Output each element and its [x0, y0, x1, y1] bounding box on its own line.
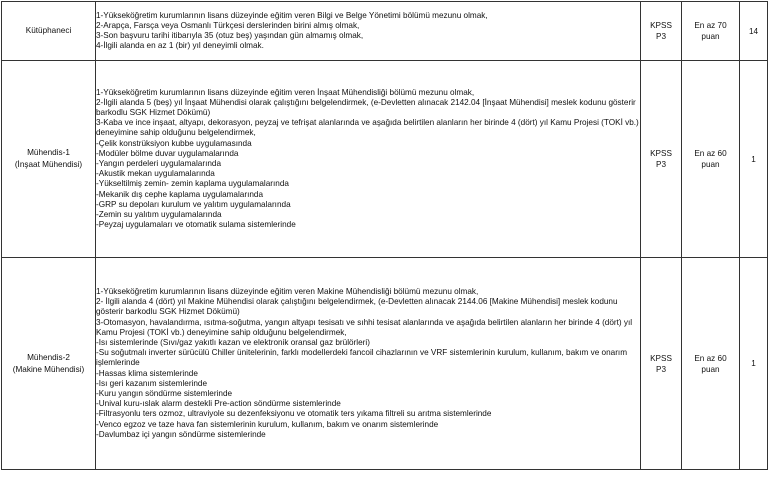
table-row — [2, 258, 768, 470]
requirement-line: -Davlumbaz içi yangın söndürme sistemlerinde — [96, 429, 266, 439]
position-subtitle: (Makine Mühendisi) — [12, 364, 85, 374]
requirement-line: -Yangın perdeleri uygulamalarında — [96, 159, 222, 168]
score-cell — [682, 2, 740, 61]
score-unit: puan — [701, 160, 720, 169]
requirement-line: -Filtrasyonlu ters ozmoz, ultraviyole su dezenfeksiyonu ve otomatik ters yıkama filtreli su arıtma sistemlerinde — [96, 409, 492, 419]
requirement-line: -Isı geri kazanım sistemlerinde — [96, 378, 208, 388]
exam-score-type: P3 — [655, 364, 666, 374]
requirements-table — [1, 1, 768, 470]
requirement-line: 1-Yükseköğretim kurumlarının lisans düzeyinde eğitim veren İnşaat Mühendisliği bölümü mezunu olmak, — [96, 87, 475, 97]
position-cell — [2, 258, 96, 470]
requirement-line: -Kuru yangın söndürme sistemlerinde — [96, 389, 233, 398]
count-cell — [740, 61, 768, 258]
requirement-line: -Peyzaj uygulamaları ve otomatik sulama sistemlerinde — [96, 220, 296, 230]
score-cell — [682, 61, 740, 258]
requirement-line: 2-İlgili alanda 5 (beş) yıl İnşaat Mühendisi olarak çalıştığını belgelendirmek, (e-Devletten alınacak 2142.04 [İnşaat Mühendisi] meslek kodunu gösterir barkodlu SGK Hizmet Dökümü) — [96, 97, 636, 117]
requirement-line: -Akustik mekan uygulamalarında — [96, 169, 215, 179]
exam-score-type: P3 — [655, 32, 666, 41]
requirement-line: -Modüler bölme duvar uygulamalarında — [96, 148, 239, 158]
exam-cell — [641, 258, 682, 470]
count-cell — [740, 2, 768, 61]
exam-cell — [641, 2, 682, 61]
requirement-line: -GRP su depoları kurulum ve yalıtım uygulamalarında — [96, 199, 291, 209]
exam-type: KPSS — [650, 21, 672, 30]
table-row — [2, 2, 768, 61]
exam-type: KPSS — [650, 149, 672, 158]
requirement-line: 3-Otomasyon, havalandırma, ısıtma-soğutma, yangın altyapı tesisatı ve sıhhi tesisat alanlarında ve aşağıda belirtilen alanların her birinde 4 (dört) yıl Kamu Projesi (TOKİ vb.) deneyimine sahip olduğunu belgelendirmek, — [96, 317, 633, 337]
score-unit: puan — [701, 364, 720, 374]
requirement-line: 2- İlgili alanda 4 (dört) yıl Makine Mühendisi olarak çalıştığını belgelendirmek, (e-Devletten alınacak 2144.06 [Makine Mühendisi] meslek kodunu gösterir barkodlu SGK Hizmet Dökümü) — [96, 297, 618, 317]
requirement-line: -Çelik konstrüksiyon kubbe uygulamasında — [96, 138, 252, 148]
requirement-line: 1-Yükseköğretim kurumlarının lisans düzeyinde eğitim veren Makine Mühendisliği bölümü mezunu olmak, — [96, 286, 479, 296]
score-unit: puan — [701, 32, 720, 41]
requirements-cell — [96, 2, 641, 61]
requirement-line: 3-Kaba ve ince inşaat, altyapı, dekorasyon, peyzaj ve tefrişat alanlarında ve aşağıda belirtilen alanların her birinde 4 (dört) yıl Kamu Projesi (TOKİ vb.) deneyimine sahip olduğunu belgelendirmek, — [96, 118, 639, 138]
score-cell — [682, 258, 740, 470]
position-count: 1 — [751, 154, 756, 164]
table-row — [2, 61, 768, 258]
requirement-line: -Su soğutmalı inverter sürücülü Chiller ünitelerinin, farklı modellerdeki fancoil cihazlarının ve VRF sistemlerinin kurulum, kullanım, bakım ve onarım işlemlerinde — [96, 348, 628, 368]
position-count: 14 — [748, 26, 759, 36]
requirement-line: 4-İlgili alanda en az 1 (bir) yıl deneyimli olmak. — [96, 41, 264, 51]
requirement-line: 2-Arapça, Farsça veya Osmanlı Türkçesi derslerinden birini almış olmak, — [96, 20, 360, 30]
position-subtitle: (İnşaat Mühendisi) — [14, 160, 83, 169]
exam-score-type: P3 — [655, 160, 666, 169]
exam-cell — [641, 61, 682, 258]
requirement-line: -Yükseltilmiş zemin- zemin kaplama uygulamalarında — [96, 179, 289, 189]
position-name: Mühendis-2 — [27, 352, 70, 362]
exam-type: KPSS — [650, 353, 672, 363]
requirement-line: -Venco egzoz ve taze hava fan sistemlerinin kurulum, kullanım, bakım ve onarım sistemlerinde — [96, 419, 439, 429]
requirement-line: -Hassas klima sistemlerinde — [96, 368, 198, 378]
requirements-cell — [96, 61, 641, 258]
count-cell — [740, 258, 768, 470]
min-score: En az 60 — [694, 149, 727, 158]
min-score: En az 70 — [694, 21, 727, 30]
min-score: En az 60 — [694, 353, 727, 363]
requirement-line: -Mekanik dış cephe kaplama uygulamalarında — [96, 189, 264, 199]
requirement-line: -Zemin su yalıtım uygulamalarında — [96, 210, 222, 220]
position-count: 1 — [751, 359, 756, 368]
requirement-line: 1-Yükseköğretim kurumlarının lisans düzeyinde eğitim veren Bilgi ve Belge Yönetimi bölümü mezunu olmak, — [96, 10, 488, 20]
requirement-line: -Unival kuru-ıslak alarm destekli Pre-action söndürme sistemlerinde — [96, 399, 341, 409]
position-name: Kütüphaneci — [25, 26, 72, 35]
requirement-line: 3-Son başvuru tarihi itibarıyla 35 (otuz beş) yaşından gün almamış olmak, — [96, 31, 364, 40]
position-name: Mühendis-1 — [27, 148, 70, 157]
requirements-cell — [96, 258, 641, 470]
position-cell — [2, 61, 96, 258]
requirement-line: -Isı sistemlerinde (Sıvı/gaz yakıtlı kazan ve elektronik oransal gaz brülörleri) — [96, 337, 370, 347]
position-cell — [2, 2, 96, 61]
